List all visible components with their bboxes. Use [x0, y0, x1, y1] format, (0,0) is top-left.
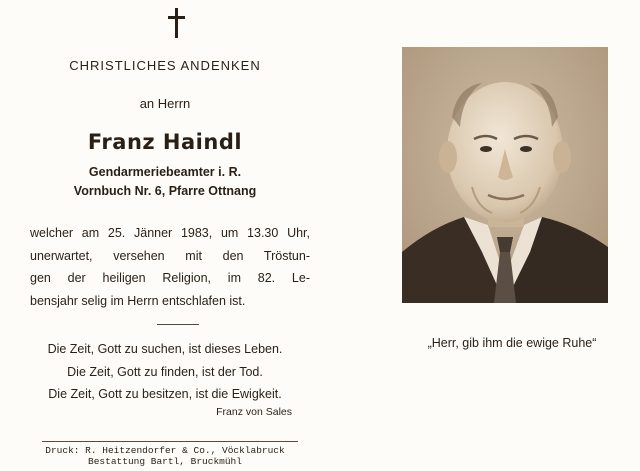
obituary-line: unerwartet, versehen mit den Tröstun-: [30, 248, 310, 263]
heading: CHRISTLICHES ANDENKEN: [69, 58, 261, 73]
quote-line: Die Zeit, Gott zu finden, ist der Tod.: [67, 364, 263, 379]
portrait-photo: [402, 47, 608, 303]
quote-line: Die Zeit, Gott zu besitzen, ist die Ewigkeit.: [48, 387, 282, 401]
divider: [157, 324, 199, 325]
quote: [20, 338, 310, 406]
photo-caption: „Herr, gib ihm die ewige Ruhe“: [427, 336, 597, 350]
quote-author: Franz von Sales: [216, 406, 292, 418]
footer-rule: [42, 441, 298, 442]
salutation: an Herrn: [139, 96, 191, 111]
cross-icon: [166, 8, 188, 38]
deceased-name: Franz Haindl: [87, 130, 243, 154]
quote-line: Die Zeit, Gott zu suchen, ist dieses Leben.: [47, 342, 283, 356]
undertaker-line: Bestattung Bartl, Bruckmühl: [88, 456, 242, 467]
obituary-text: [30, 222, 310, 312]
address: Vornbuch Nr. 6, Pfarre Ottnang: [73, 184, 257, 198]
obituary-line: bensjahr selig im Herrn entschlafen ist.: [30, 293, 246, 308]
occupation: Gendarmeriebeamter i. R.: [88, 165, 242, 179]
obituary-line: welcher am 25. Jänner 1983, um 13.30 Uhr,: [30, 226, 310, 240]
footer: [20, 445, 310, 467]
obituary-line: gen der heiligen Religion, im 82. Le-: [30, 271, 310, 285]
printer-line: Druck: R. Heitzendorfer & Co., Vöcklabruck: [45, 445, 285, 456]
